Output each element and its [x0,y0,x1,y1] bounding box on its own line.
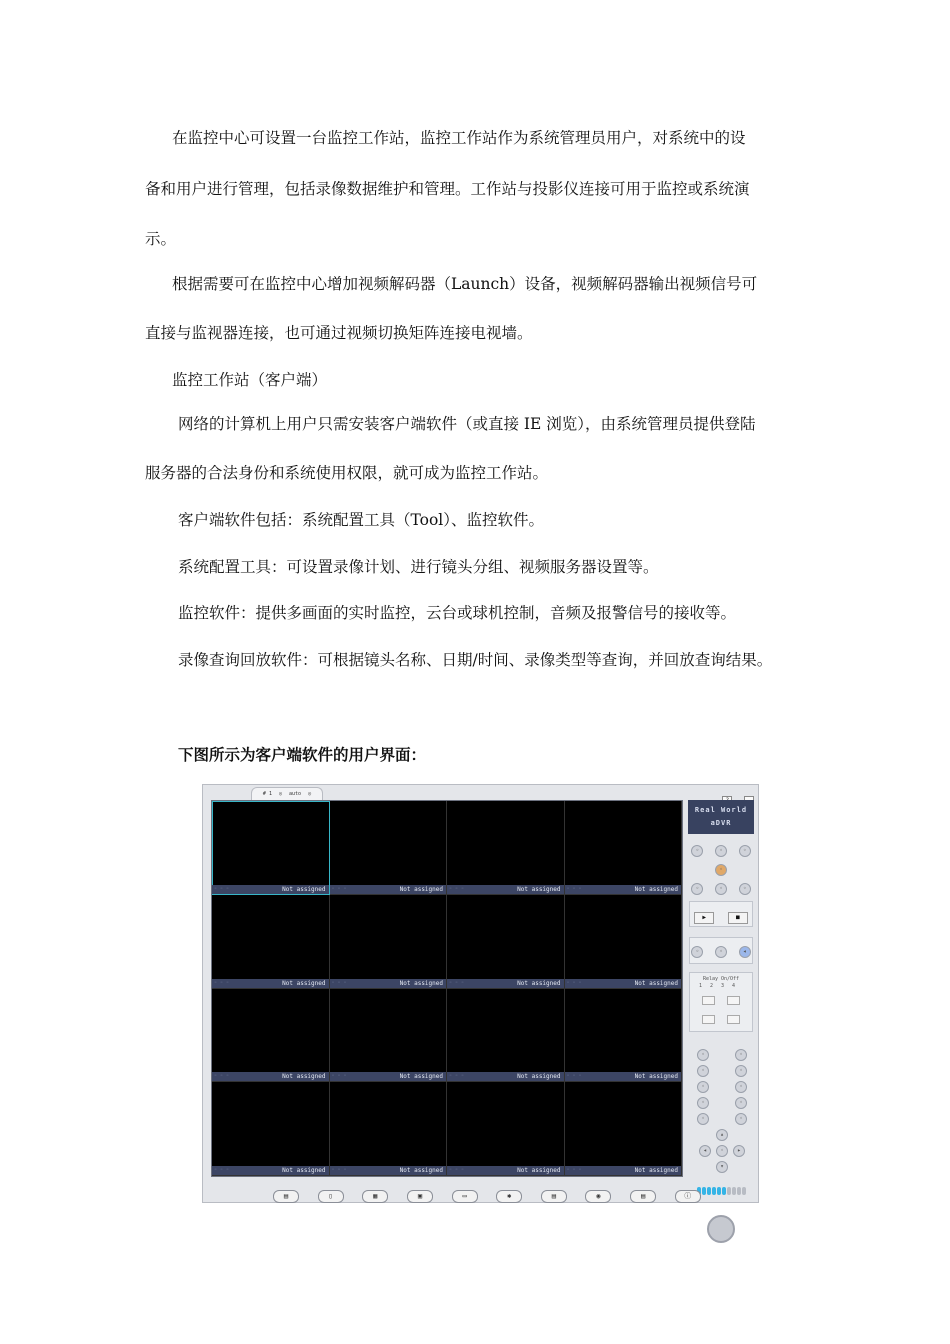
video-cell[interactable] [212,1082,330,1176]
info-icon[interactable]: ⓘ [675,1190,701,1203]
cell-label: Not assigned [517,979,561,987]
split-4-icon[interactable]: ◦ [715,845,727,857]
cell-label: Not assigned [634,885,678,893]
wiper-icon[interactable]: ◦ [697,1097,709,1109]
cell-status-bar [447,885,564,894]
power-icon[interactable] [707,1215,735,1243]
paragraph-line-2: 备和用户进行管理，包括录像数据维护和管理。工作站与投影仪连接可用于监控或系统演 [145,180,750,198]
cell-label: Not assigned [282,979,326,987]
light-icon[interactable]: ◦ [735,1097,747,1109]
cell-status-bar [330,885,447,894]
volume-segment [707,1187,711,1195]
cell-status-bar [447,1166,564,1175]
cell-status-icons: ◦ ◦ ◦ [331,1073,347,1080]
focus-near-icon[interactable]: ◦ [697,1065,709,1077]
split-16-icon[interactable]: ◦ [715,864,727,876]
video-cell[interactable] [330,801,448,895]
cell-label: Not assigned [282,1167,326,1174]
cell-status-icons: ◦ ◦ ◦ [449,979,465,986]
volume-segment [742,1187,746,1195]
cell-status-icons: ◦ ◦ ◦ [566,979,582,986]
cell-label: Not assigned [634,1073,678,1081]
bottom-toolbar [273,1183,693,1203]
group-tab[interactable] [251,787,323,801]
video-cell[interactable] [330,989,448,1083]
cell-status-icons: ◦ ◦ ◦ [331,1167,347,1173]
cell-status-bar [212,1072,329,1081]
ptz-controls [686,1036,756,1176]
split-1-icon[interactable]: ◦ [691,845,703,857]
cell-status-bar [447,979,564,988]
paragraph-line-5: 直接与监视器连接，也可通过视频切换矩阵连接电视墙。 [145,324,533,342]
paragraph-line-3: 示。 [145,230,177,248]
cell-status-bar [330,979,447,988]
play-button[interactable]: ▶ [694,912,714,924]
zoom-out-icon[interactable]: ◦ [735,1049,747,1061]
video-cell[interactable] [212,801,330,895]
video-cell[interactable] [212,989,330,1083]
prev-page-icon[interactable]: ◦ [691,883,703,895]
logo-line-1: Real World [694,806,748,814]
volume-segment [737,1187,741,1195]
cell-status-bar [565,979,682,988]
video-cell[interactable] [565,1082,683,1176]
folder-icon[interactable]: ▭ [452,1190,478,1203]
tour-icon[interactable]: ◦ [735,1113,747,1125]
cell-status-icons: ◦ ◦ ◦ [449,1167,465,1173]
cell-status-icons: ◦ ◦ ◦ [449,1073,465,1080]
cell-status-bar [212,979,329,988]
product-logo [688,800,754,834]
tab-next-icon[interactable]: ◎ [308,791,312,797]
video-grid [211,800,683,1177]
auto-scan-icon[interactable]: ◦ [716,1145,728,1157]
cell-status-icons: ◦ ◦ ◦ [214,979,230,986]
relay-1-button[interactable] [702,996,715,1005]
pan-left-icon[interactable]: ◂ [699,1145,711,1157]
pan-right-icon[interactable]: ▸ [733,1145,745,1157]
cell-status-bar [565,1166,682,1175]
video-cell[interactable] [447,801,565,895]
layout-icon[interactable]: ▦ [362,1190,388,1203]
paragraph-line-9: 系统配置工具：可设置录像计划、进行镜头分组、视频服务器设置等。 [178,558,659,576]
cell-status-bar [565,1072,682,1081]
settings-icon[interactable]: ✱ [496,1190,522,1203]
paragraph-line-7: 服务器的合法身份和系统使用权限，就可成为监控工作站。 [145,464,549,482]
cell-status-icons: ◦ ◦ ◦ [566,1073,582,1080]
cell-label: Not assigned [399,979,443,987]
zoom-in-icon[interactable]: ◦ [697,1049,709,1061]
video-cell[interactable] [330,1082,448,1176]
cell-label: Not assigned [282,1073,326,1081]
video-cell[interactable] [212,895,330,989]
relay-2-button[interactable] [727,996,740,1005]
cell-status-bar [330,1166,447,1175]
network-icon[interactable]: ◉ [585,1190,611,1203]
log-icon[interactable]: ▤ [630,1190,656,1203]
cell-status-bar [330,1072,447,1081]
volume-segment [712,1187,716,1195]
relay-title: Relay On/Off [702,976,740,982]
record-manager-icon[interactable]: ▣ [407,1190,433,1203]
fullscreen-icon[interactable]: ◦ [715,883,727,895]
relay-numbers: 1234 [698,983,744,989]
volume-segment [732,1187,736,1195]
logo-line-2: aDVR [710,819,732,827]
tab-prev-icon[interactable]: ◎ [278,791,282,797]
cell-status-icons: ◦ ◦ ◦ [214,885,230,892]
paragraph-line-10: 监控软件：提供多画面的实时监控，云台或球机控制，音频及报警信号的接收等。 [178,604,737,622]
client-window [202,784,759,1203]
cell-label: Not assigned [634,979,678,987]
paragraph-line-8: 客户端软件包括：系统配置工具（Tool）、监控软件。 [178,511,545,529]
cell-status-icons: ◦ ◦ ◦ [214,1167,230,1173]
relay-4-button[interactable] [727,1015,740,1024]
cell-status-bar [212,885,329,894]
cell-status-icons: ◦ ◦ ◦ [331,979,347,986]
iris-close-icon[interactable]: ◦ [735,1081,747,1093]
video-cell[interactable] [447,989,565,1083]
volume-segment [722,1187,726,1195]
cell-status-icons: ◦ ◦ ◦ [566,885,582,892]
cell-label: Not assigned [517,1167,561,1174]
pan-up-icon[interactable]: ▴ [716,1129,728,1141]
relay-3-button[interactable] [702,1015,715,1024]
video-cell[interactable] [330,895,448,989]
cell-status-bar [447,1072,564,1081]
paragraph-line-11: 录像查询回放软件：可根据镜头名称、日期/时间、录像类型等查询，并回放查询结果。 [178,651,773,669]
clipboard-icon[interactable]: ▯ [318,1190,344,1203]
video-cell[interactable] [447,1082,565,1176]
next-page-icon[interactable]: ◦ [739,883,751,895]
volume-segment [702,1187,706,1195]
playback-icon[interactable]: ▤ [541,1190,567,1203]
snapshot-icon[interactable]: ◦ [715,946,727,958]
cell-status-icons: ◦ ◦ ◦ [331,885,347,892]
cell-label: Not assigned [634,1167,678,1174]
cell-label: Not assigned [517,885,561,893]
stop-button[interactable]: ■ [728,912,748,924]
volume-segment [727,1187,731,1195]
volume-segment [717,1187,721,1195]
focus-far-icon[interactable]: ◦ [735,1065,747,1077]
paragraph-line-1: 在监控中心可设置一台监控工作站，监控工作站作为系统管理员用户，对系统中的设 [172,129,746,147]
video-cell[interactable] [565,989,683,1083]
cell-label: Not assigned [282,885,326,893]
tab-label: # 1 [262,791,272,797]
camera-list-icon[interactable]: ▤ [273,1190,299,1203]
split-9-icon[interactable]: ◦ [739,845,751,857]
video-cell[interactable] [447,895,565,989]
cell-label: Not assigned [517,1073,561,1081]
video-cell[interactable] [565,801,683,895]
figure-caption: 下图所示为客户端软件的用户界面： [178,745,427,764]
paragraph-line-6: 网络的计算机上用户只需安装客户端软件（或直接 IE 浏览），由系统管理员提供登陆 [178,415,756,433]
cell-status-icons: ◦ ◦ ◦ [449,885,465,892]
cell-label: Not assigned [399,1167,443,1174]
iris-open-icon[interactable]: ◦ [697,1081,709,1093]
cell-status-bar [565,885,682,894]
cell-status-bar [212,1166,329,1175]
video-cell[interactable] [565,895,683,989]
paragraph-line-4: 根据需要可在监控中心增加视频解码器（Launch）设备，视频解码器输出视频信号可 [172,275,758,293]
tab-mode: auto [289,791,302,797]
cell-label: Not assigned [399,885,443,893]
cell-status-icons: ◦ ◦ ◦ [566,1167,582,1173]
cell-label: Not assigned [399,1073,443,1081]
audio-icon[interactable]: ◂ [739,946,751,958]
control-panel [686,800,756,1195]
preset-icon[interactable]: ◦ [697,1113,709,1125]
cell-status-icons: ◦ ◦ ◦ [214,1073,230,1080]
pan-down-icon[interactable]: ▾ [716,1161,728,1173]
record-icon[interactable]: ◦ [691,946,703,958]
section-heading: 监控工作站（客户端） [172,371,328,389]
